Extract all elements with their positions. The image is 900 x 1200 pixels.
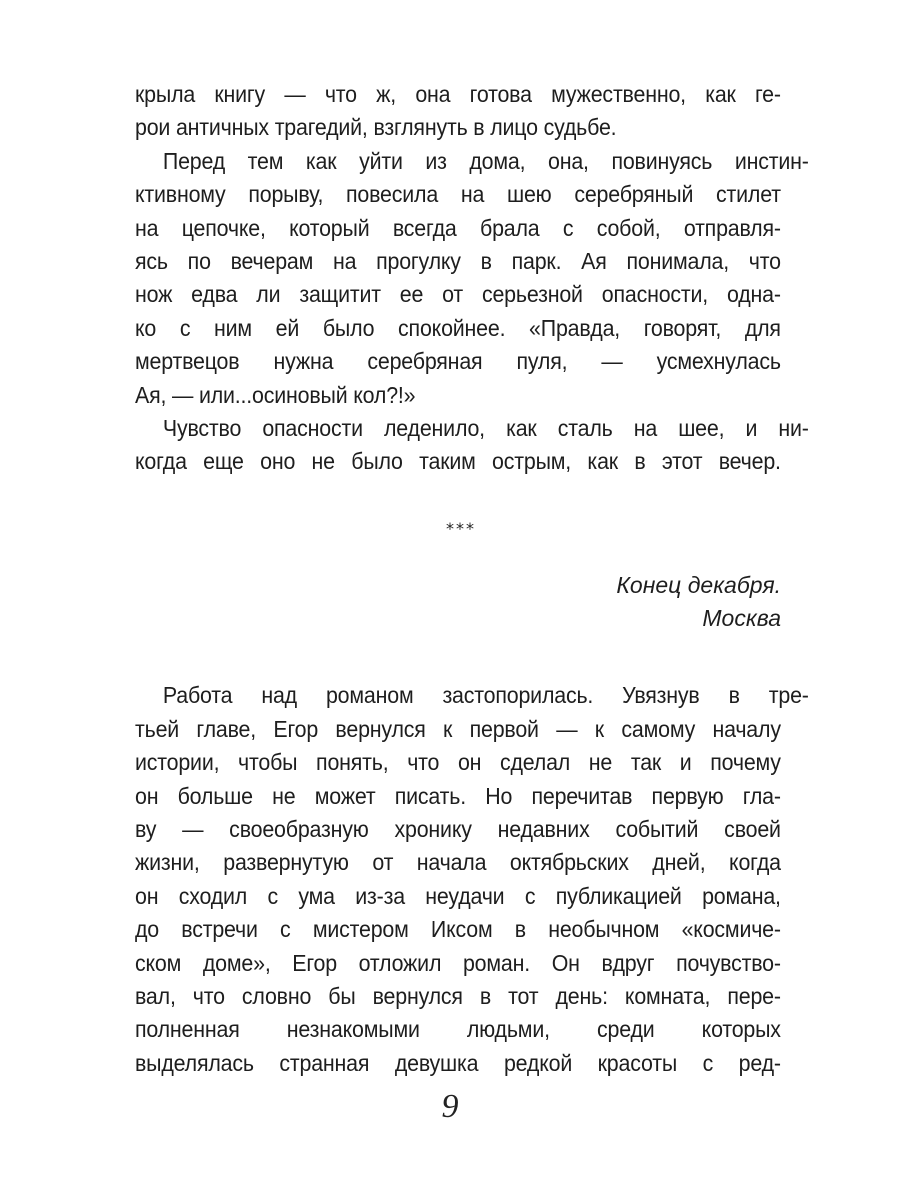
paragraph xyxy=(135,78,781,145)
text-line: рои античных трагедий, взглянуть в лицо судьбе. xyxy=(135,114,617,141)
text-line: ском доме», Егор отложил роман. Он вдруг почувство- xyxy=(135,949,781,976)
text-line: полненная незнакомыми людьми, среди которых xyxy=(135,1016,781,1043)
text-line: выделялась странная девушка редкой красоты с ред- xyxy=(135,1049,781,1076)
text-line: Работа над романом застопорилась. Увязнув в тре- xyxy=(162,682,809,709)
text-line: до встречи с мистером Иксом в необычном «космиче- xyxy=(135,916,781,943)
spacer xyxy=(135,635,781,679)
text-line: жизни, развернутую от начала октябрьских дней, когда xyxy=(135,849,781,876)
dateline xyxy=(135,569,781,636)
text-line: он сходил с ума из-за неудачи с публикацией романа, xyxy=(135,882,781,909)
text-line: Перед тем как уйти из дома, она, повинуясь инстин- xyxy=(162,147,809,174)
text-line: ву — своеобразную хронику недавних событий своей xyxy=(135,816,781,843)
page-number: 9 xyxy=(441,1088,459,1125)
section-separator: *** xyxy=(446,518,476,538)
text-line: нож едва ли защитит ее от серьезной опасности, одна- xyxy=(135,281,781,308)
paragraph xyxy=(135,145,809,412)
paragraph xyxy=(135,679,809,1080)
text-line: ясь по вечерам на прогулку в парк. Ая понимала, что xyxy=(135,247,781,274)
text-line: крыла книгу — что ж, она готова мужественно, как ге- xyxy=(135,81,781,107)
text-line: вал, что словно бы вернулся в тот день: комната, пере- xyxy=(135,982,781,1009)
text-line: когда еще оно не было таким острым, как в этот вечер. xyxy=(135,448,781,475)
text-line: истории, чтобы понять, что он сделал не так и почему xyxy=(135,749,781,776)
text-line: на цепочке, который всегда брала с собой, отправля- xyxy=(135,214,781,241)
text-line: Ая, — или...осиновый кол?!» xyxy=(135,381,416,408)
text-line: мертвецов нужна серебряная пуля, — усмехнулась xyxy=(135,348,781,375)
dateline-date: Конец декабря. xyxy=(616,571,781,598)
paragraph xyxy=(135,412,809,479)
text-line: Чувство опасности леденило, как сталь на шее, и ни- xyxy=(162,414,809,441)
text-line: ко с ним ей было спокойнее. «Правда, говорят, для xyxy=(135,314,781,341)
text-line: ктивному порыву, повесила на шею серебряный стилет xyxy=(135,181,781,208)
text-line: тьей главе, Егор вернулся к первой — к самому началу xyxy=(135,715,781,742)
book-page xyxy=(135,78,809,1080)
text-line: он больше не может писать. Но перечитав первую гла- xyxy=(135,782,781,809)
dateline-place: Москва xyxy=(702,605,781,632)
